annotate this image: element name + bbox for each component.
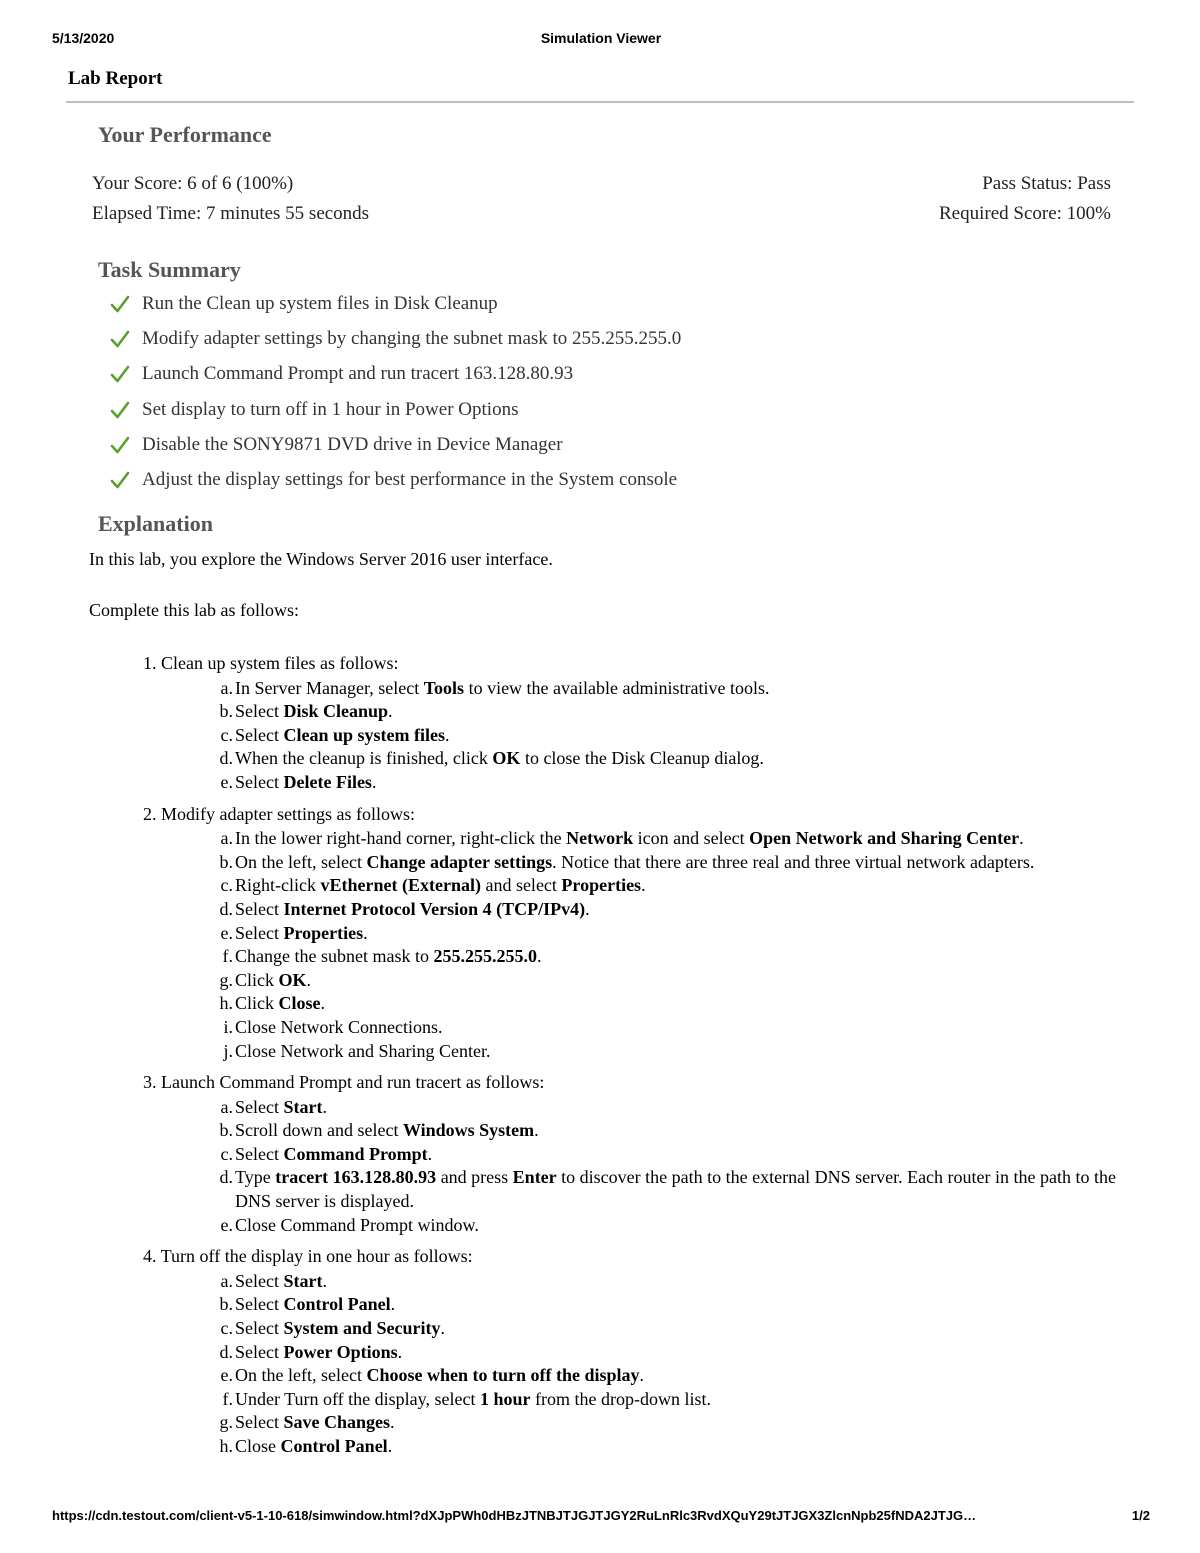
substep-text: . [397,1341,403,1362]
substep [217,1364,1133,1388]
substep [217,945,1133,969]
substep-marker: h. [219,1436,233,1456]
substep-text: Close [235,1436,281,1456]
substep-text: On the left, select [235,851,367,872]
substep-text: to close the Disk Cleanup dialog. [520,748,764,769]
required-score-text: Required Score: 100% [938,203,1111,224]
substep-marker: e. [220,1214,233,1235]
step-title: 2. Modify adapter settings as follows: [143,803,415,824]
substep-marker: a. [220,677,233,698]
task-summary-item [110,427,681,462]
print-footer [52,1508,1150,1528]
substep-emphasis: System and Security [283,1318,441,1339]
substep [217,1270,1133,1294]
substep-emphasis: Properties [561,875,642,896]
task-summary-item-text: Modify adapter settings by changing the subnet mask to 255.255.255.0 [142,327,682,349]
substep-emphasis: Close [278,993,321,1014]
substep-text: Click [235,969,279,990]
substep-marker: j. [223,1040,233,1061]
substep [217,827,1133,851]
substep-text: Close Network and Sharing Center. [235,1040,491,1061]
substep-marker: c. [220,724,233,745]
checkmark-icon [110,364,130,384]
substep [217,898,1133,922]
substep-text: . [639,1365,644,1386]
substep-text: . [363,922,368,943]
performance-heading: Your Performance [98,122,272,147]
substep [217,1166,1133,1213]
substep-emphasis: Control Panel [280,1436,388,1456]
task-summary-item [110,357,681,392]
substep-text: . [1019,828,1024,849]
substep-marker: i. [223,1016,233,1037]
substep-marker: g. [219,969,233,990]
substep-text: Close Command Prompt window. [235,1214,479,1235]
substep-text: . [322,1270,327,1291]
substep-marker: e. [220,771,233,792]
explanation-step [143,803,1133,1064]
substep-emphasis: Enter [512,1167,557,1188]
substep-marker: d. [219,1167,233,1188]
substep-list [217,1270,1133,1459]
substep-text: Type [235,1167,276,1188]
elapsed-time-text: Elapsed Time: 7 minutes 55 seconds [92,203,370,224]
substep-text: . [440,1318,445,1339]
substep-emphasis: OK [278,969,307,990]
substep-emphasis: Start [283,1270,323,1291]
substep [217,1143,1133,1167]
substep-emphasis: tracert 163.128.80.93 [275,1167,437,1188]
substep-text: to discover the path to the external DNS server. Each router in the path to the DNS server is displayed. [235,1167,1116,1212]
step-title: 1. Clean up system files as follows: [143,653,399,673]
substep-marker: e. [220,1365,233,1386]
substep [217,1388,1133,1412]
substep-marker: c. [220,1143,233,1164]
checkmark-icon [110,329,130,349]
substep-emphasis: Clean up system files [283,724,445,745]
substep-text: Scroll down and select [235,1120,403,1141]
substep-text: . [322,1096,327,1117]
explanation-complete-text: Complete this lab as follows: [89,600,299,620]
substep-text: Change the subnet mask to [235,946,434,967]
substep-emphasis: Command Prompt [283,1143,428,1164]
task-summary-list [110,286,681,498]
task-summary-item-text: Adjust the display settings for best performance in the System console [142,469,678,491]
substep-marker: f. [222,946,233,967]
substep-marker: c. [220,1318,233,1339]
substep-text: Click [235,993,279,1014]
substep-text: . [444,724,450,745]
substep-emphasis: Power Options [283,1341,398,1362]
explanation-intro: In this lab, you explore the Windows Server 2016 user interface. [89,549,553,569]
step-title: 4. Turn off the display in one hour as follows: [143,1246,473,1267]
substep-text: Select [235,701,284,722]
report-title: Lab Report [68,68,163,89]
substep-text: . [536,946,542,967]
substep-marker: c. [220,875,233,896]
substep-text: to view the available administrative tools. [464,677,770,698]
substep [217,969,1133,993]
substep-emphasis: Delete Files [283,771,372,792]
substep [217,771,1133,795]
substep-marker: f. [222,1388,233,1409]
substep-emphasis: vEthernet (External) [320,875,481,896]
task-summary-item-text: Set display to turn off in 1 hour in Power Options [142,398,519,420]
checkmark-icon [110,470,130,490]
substep-text: and press [436,1167,513,1188]
substep-marker: h. [219,993,233,1014]
substep [217,1214,1133,1238]
substep-list [217,827,1133,1063]
substep-list [217,677,1133,795]
substep-text: Select [235,1318,284,1339]
substep [217,874,1133,898]
explanation-steps [143,652,1133,1467]
substep-text: . [534,1120,539,1141]
substep [217,1119,1133,1143]
substep-text: When the cleanup is finished, click [235,748,493,769]
substep-emphasis: Change adapter settings [366,851,553,872]
footer-url: https://cdn.testout.com/client-v5-1-10-618/simwindow.html?dXJpPWh0dHBzJTNBJTJGJTJGY2RuLnRlc3RvdXQuY29tJTJGX3ZlcnNpb25fNDA2JTJG… [52,1508,977,1523]
substep-marker: g. [219,1412,233,1433]
substep-text: . [390,1412,395,1433]
explanation-heading: Explanation [98,511,213,536]
substep-text: . [641,875,646,896]
checkmark-icon [110,400,130,420]
substep-text: . [388,701,393,722]
substep-text: Under Turn off the display, select [235,1388,480,1409]
task-summary-item [110,462,681,497]
substep-marker: d. [219,898,233,919]
substep-text: . [320,993,325,1014]
print-title: Simulation Viewer [540,30,662,46]
substep-emphasis: Control Panel [283,1294,391,1315]
substep-emphasis: Open Network and Sharing Center [749,828,1020,849]
substep-text: Close Network Connections. [235,1016,443,1037]
substep [217,1317,1133,1341]
substep-text: Select [235,898,284,919]
substep-text: . [427,1143,433,1164]
substep-marker: b. [219,701,233,722]
substep-text: Select [235,771,284,792]
explanation-step [143,1071,1133,1237]
substep-marker: b. [219,1120,233,1141]
substep-marker: d. [219,748,233,769]
substep-text: . Notice that there are three real and three virtual network adapters. [552,851,1035,872]
substep-marker: b. [219,851,233,872]
substep-list [217,1096,1133,1238]
explanation-step [143,652,1133,795]
substep [217,1411,1133,1435]
task-summary-item [110,392,681,427]
substep-text: In Server Manager, select [235,677,424,698]
substep [217,922,1133,946]
substep-marker: a. [220,828,233,849]
substep-text: . [306,969,312,990]
checkmark-icon [110,435,130,455]
header-divider [66,101,1134,103]
substep-text: In the lower right-hand corner, right-click the [235,828,567,849]
substep-emphasis: Save Changes [283,1412,390,1433]
task-summary-item [110,286,681,321]
step-title: 3. Launch Command Prompt and run tracert as follows: [143,1072,545,1093]
substep-text: Select [235,724,284,745]
substep [217,724,1133,748]
substep-emphasis: Windows System [402,1120,535,1141]
substep-text: . [371,771,377,792]
substep-text: Select [235,1270,284,1291]
substep [217,1040,1133,1064]
explanation-step [143,1245,1133,1458]
substep-text: . [585,898,590,919]
substep [217,747,1133,771]
substep-emphasis: Network [566,828,634,849]
pass-status-text: Pass Status: Pass [982,173,1111,194]
substep-emphasis: Start [283,1096,323,1117]
substep-text: . [387,1436,393,1456]
substep [217,992,1133,1016]
substep-emphasis: Choose when to turn off the display [366,1365,640,1386]
task-summary-heading: Task Summary [98,257,241,282]
substep-emphasis: 1 hour [479,1388,531,1409]
substep-text: Select [235,1412,284,1433]
substep-text: Select [235,1143,284,1164]
substep [217,700,1133,724]
score-text: Your Score: 6 of 6 (100%) [92,173,294,194]
substep-text: Select [235,922,284,943]
substep-marker: d. [219,1341,233,1362]
substep-text: Select [235,1294,284,1315]
substep-marker: e. [220,922,233,943]
task-summary-item-text: Launch Command Prompt and run tracert 163.128.80.93 [142,363,574,385]
substep [217,1293,1133,1317]
substep-text: Right-click [235,875,321,896]
substep-emphasis: Properties [283,922,364,943]
substep-emphasis: Tools [423,677,465,698]
substep-marker: a. [220,1270,233,1291]
substep-text: from the drop-down list. [530,1388,711,1409]
task-summary-item [110,321,681,356]
substep [217,851,1133,875]
substep [217,1341,1133,1365]
substep-marker: b. [219,1294,233,1315]
substep-text: Select [235,1096,284,1117]
task-summary-item-text: Run the Clean up system files in Disk Cleanup [142,292,498,314]
substep-emphasis: Internet Protocol Version 4 (TCP/IPv4) [283,898,586,919]
substep-text: icon and select [633,828,750,849]
checkmark-icon [110,294,130,314]
substep-text: and select [480,875,562,896]
substep [217,677,1133,701]
task-summary-item-text: Disable the SONY9871 DVD drive in Device Manager [142,433,563,455]
substep-emphasis: 255.255.255.0 [433,946,537,967]
substep-emphasis: OK [492,748,521,769]
footer-page-number: 1/2 [1131,1508,1150,1523]
substep-emphasis: Disk Cleanup [283,701,389,722]
print-header [52,30,1150,50]
substep [217,1096,1133,1120]
substep-marker: a. [220,1096,233,1117]
substep-text: On the left, select [235,1365,367,1386]
substep-text: Select [235,1341,284,1362]
substep [217,1016,1133,1040]
substep-text: . [390,1294,396,1315]
print-date: 5/13/2020 [52,30,115,46]
substep [217,1435,1133,1459]
